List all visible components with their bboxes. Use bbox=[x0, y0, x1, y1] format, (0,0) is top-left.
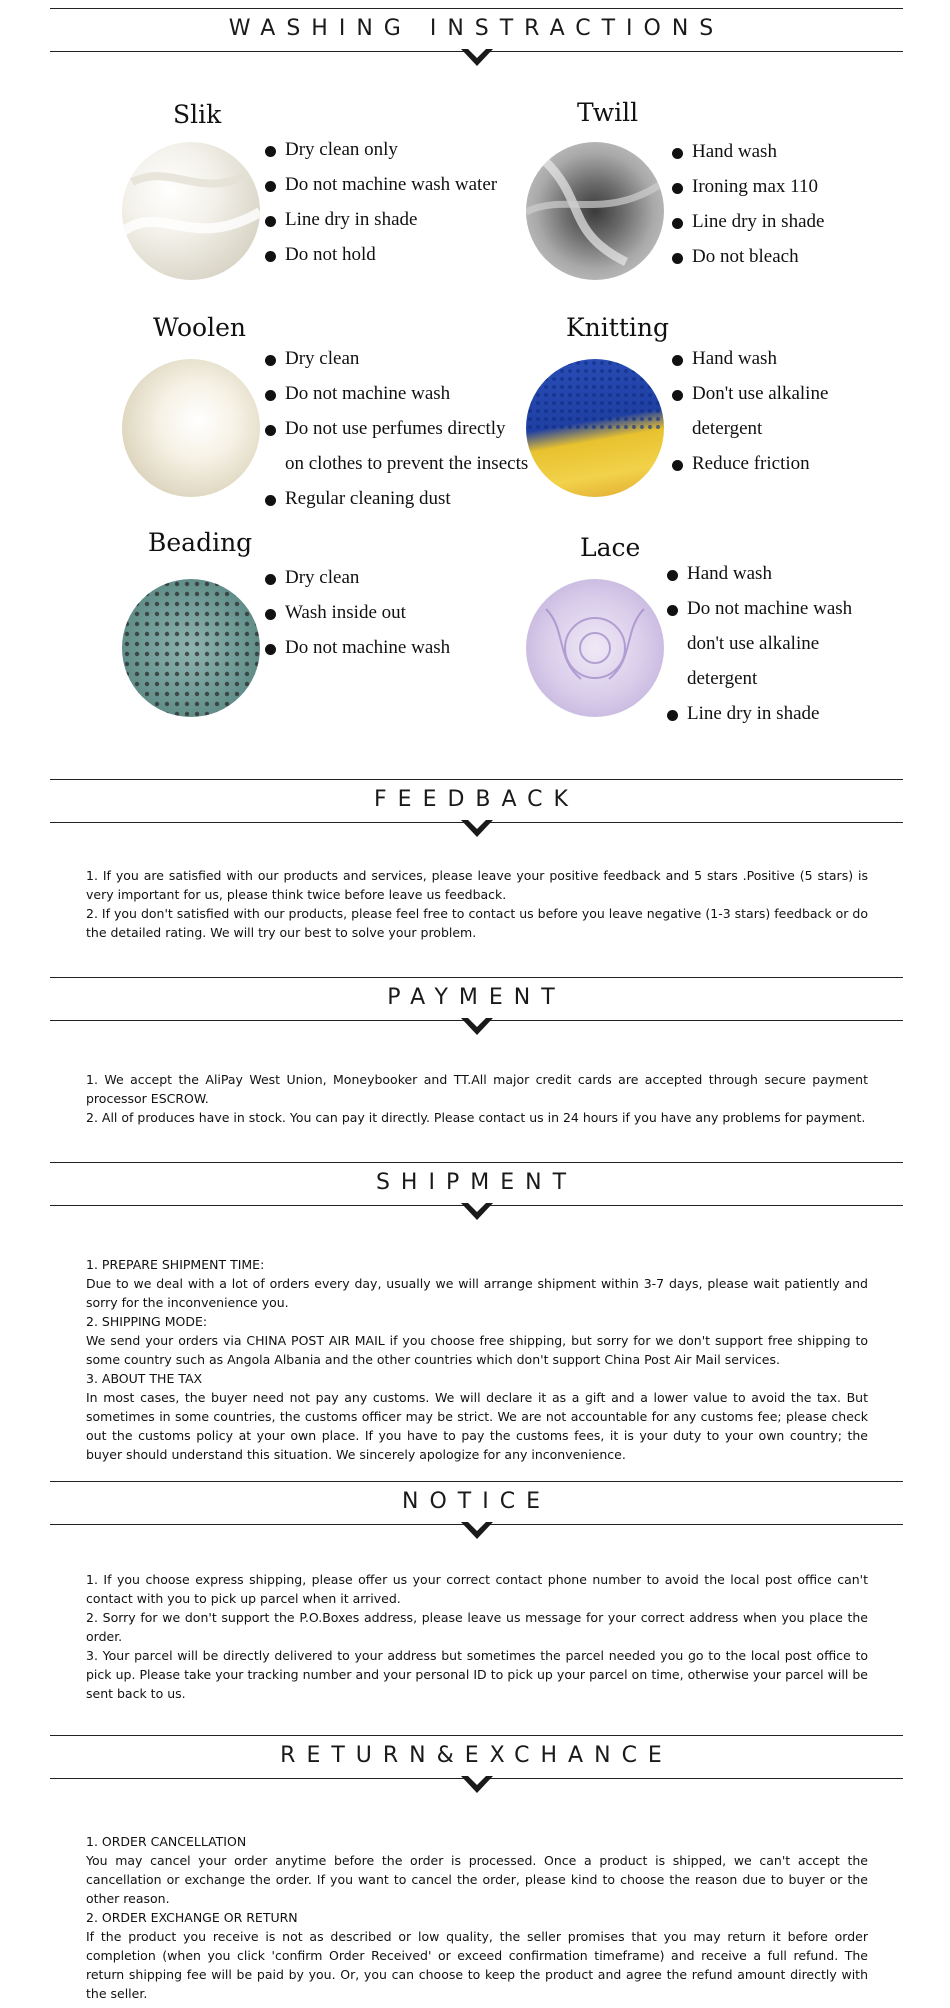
fabric-name-beading: Beading bbox=[148, 528, 253, 557]
knitting-fabric-image bbox=[526, 359, 664, 497]
shipment-text bbox=[86, 1255, 868, 1464]
list-item: Line dry in shade bbox=[672, 204, 824, 239]
paragraph: We send your orders via CHINA POST AIR MAIL if you choose free shipping, but sorry for we don't support free shipping to some country such as Angola Albania and the other countries which don't support China Post Air Mail services. bbox=[86, 1333, 868, 1367]
feedback-header bbox=[50, 779, 903, 823]
silk-care-list bbox=[265, 132, 497, 272]
payment-title: PAYMENT bbox=[387, 985, 566, 1010]
list-item: detergent bbox=[692, 418, 763, 439]
woolen-fabric-image bbox=[122, 359, 260, 497]
lace-care-list bbox=[667, 556, 852, 731]
chevron-down-icon bbox=[461, 820, 493, 837]
shipment-title: SHIPMENT bbox=[375, 1170, 578, 1195]
list-item: Dry clean bbox=[265, 341, 528, 376]
washing-header bbox=[50, 8, 903, 52]
list-item: Dry clean bbox=[265, 560, 450, 595]
list-item: on clothes to prevent the insects bbox=[285, 453, 529, 474]
list-item: Reduce friction bbox=[672, 446, 828, 481]
paragraph: If the product you receive is not as described or low quality, the seller promises that you may return it before order completion (when you click 'confirm Order Received' or exceed confirmation timeframe) and receive a full refund. The return shipping fee will be paid by you. Or, you can choose to keep the product and agree the refund amount directly with the seller. bbox=[86, 1929, 868, 2001]
twill-care-list bbox=[672, 134, 824, 274]
paragraph: 2. Sorry for we don't support the P.O.Boxes address, please leave us message for your correct address when you place the order. bbox=[86, 1610, 868, 1644]
payment-header bbox=[50, 977, 903, 1021]
shipment-header bbox=[50, 1162, 903, 1206]
beading-fabric-image bbox=[122, 579, 260, 717]
paragraph: 2. All of produces have in stock. You can pay it directly. Please contact us in 24 hours if you have any problems for payment. bbox=[86, 1110, 866, 1125]
paragraph: 1. If you are satisfied with our products and services, please leave your positive feedback and 5 stars .Positive (5 stars) is very important for us, please think twice before leave us feedback. bbox=[86, 868, 868, 902]
paragraph: In most cases, the buyer need not pay any customs. We will declare it as a gift and a lower value to avoid the tax. But sometimes in some countries, the customs officer may be strict. We are not accountable for any customs fee; please check out the customs policy at your own place. If you have to pay the customs fees, it is your duty to your own country; the buyer should understand this situation. We sincerely apologize for any inconvenience. bbox=[86, 1390, 868, 1462]
list-item: detergent bbox=[687, 668, 758, 689]
notice-header bbox=[50, 1481, 903, 1525]
list-item: Dry clean only bbox=[265, 132, 497, 167]
chevron-down-icon bbox=[461, 1522, 493, 1539]
list-item: Hand wash bbox=[667, 556, 852, 591]
list-item: Do not hold bbox=[265, 237, 497, 272]
paragraph: 1. If you choose express shipping, please offer us your correct contact phone number to avoid the local post office can't contact with you to pick up parcel when it arrived. bbox=[86, 1572, 868, 1606]
paragraph: 1. We accept the AliPay West Union, Moneybooker and TT.All major credit cards are accepted through secure payment processor ESCROW. bbox=[86, 1072, 868, 1106]
feedback-title: FEEDBACK bbox=[374, 787, 579, 812]
paragraph: 2. SHIPPING MODE: bbox=[86, 1314, 208, 1329]
chevron-down-icon bbox=[461, 49, 493, 66]
chevron-down-icon bbox=[461, 1018, 493, 1035]
list-item: Do not use perfumes directly bbox=[265, 411, 528, 446]
fabric-name-lace: Lace bbox=[580, 533, 641, 562]
list-item: don't use alkaline bbox=[687, 633, 820, 654]
fabric-name-twill: Twill bbox=[577, 98, 639, 127]
list-item: Do not bleach bbox=[672, 239, 824, 274]
feedback-text bbox=[86, 866, 868, 942]
list-item: Regular cleaning dust bbox=[265, 481, 528, 516]
payment-text bbox=[86, 1070, 868, 1127]
fabric-name-knitting: Knitting bbox=[566, 313, 669, 342]
paragraph: 1. ORDER CANCELLATION bbox=[86, 1834, 247, 1849]
lace-fabric-image bbox=[526, 579, 664, 717]
return-title: RETURN&EXCHANCE bbox=[280, 1743, 673, 1768]
list-item: Don't use alkaline bbox=[672, 376, 828, 411]
notice-title: NOTICE bbox=[402, 1489, 551, 1514]
list-item: Line dry in shade bbox=[667, 696, 852, 731]
fabric-name-woolen: Woolen bbox=[153, 313, 246, 342]
woolen-care-list bbox=[265, 341, 528, 516]
chevron-down-icon bbox=[461, 1203, 493, 1220]
list-item: Do not machine wash water bbox=[265, 167, 497, 202]
knitting-care-list bbox=[672, 341, 828, 481]
twill-fabric-image bbox=[526, 142, 664, 280]
list-item: Line dry in shade bbox=[265, 202, 497, 237]
paragraph: 3. Your parcel will be directly delivered to your address but sometimes the parcel needed you go to the local post office to pick up. Please take your tracking number and your personal ID to pick up your parcel on time, otherwise your parcel will be sent back to us. bbox=[86, 1648, 868, 1701]
list-item: Hand wash bbox=[672, 341, 828, 376]
list-item: Wash inside out bbox=[265, 595, 450, 630]
paragraph: Due to we deal with a lot of orders every day, usually we will arrange shipment within 3-7 days, please wait patiently and sorry for the inconvenience you. bbox=[86, 1276, 868, 1310]
return-text bbox=[86, 1832, 868, 2003]
washing-title: WASHING INSTRACTIONS bbox=[228, 16, 725, 41]
fabric-name-silk: Slik bbox=[173, 100, 222, 129]
list-item: Do not machine wash bbox=[265, 376, 528, 411]
paragraph: 2. If you don't satisfied with our products, please feel free to contact us before you leave negative (1-3 stars) feedback or do the detailed rating. We will try our best to solve your problem. bbox=[86, 906, 868, 940]
silk-fabric-image bbox=[122, 142, 260, 280]
paragraph: 3. ABOUT THE TAX bbox=[86, 1371, 203, 1386]
paragraph: You may cancel your order anytime before the order is processed. Once a product is shipped, we can't accept the cancellation or exchange the order. If you want to cancel the order, please kind to choose the reason due to buyer or the other reason. bbox=[86, 1853, 868, 1906]
list-item: Hand wash bbox=[672, 134, 824, 169]
paragraph: 1. PREPARE SHIPMENT TIME: bbox=[86, 1257, 265, 1272]
paragraph: 2. ORDER EXCHANGE OR RETURN bbox=[86, 1910, 298, 1925]
chevron-down-icon bbox=[461, 1776, 493, 1793]
list-item: Ironing max 110 bbox=[672, 169, 824, 204]
list-item: Do not machine wash bbox=[265, 630, 450, 665]
list-item: Do not machine wash bbox=[667, 591, 852, 626]
return-header bbox=[50, 1735, 903, 1779]
notice-text bbox=[86, 1570, 868, 1703]
beading-care-list bbox=[265, 560, 450, 665]
